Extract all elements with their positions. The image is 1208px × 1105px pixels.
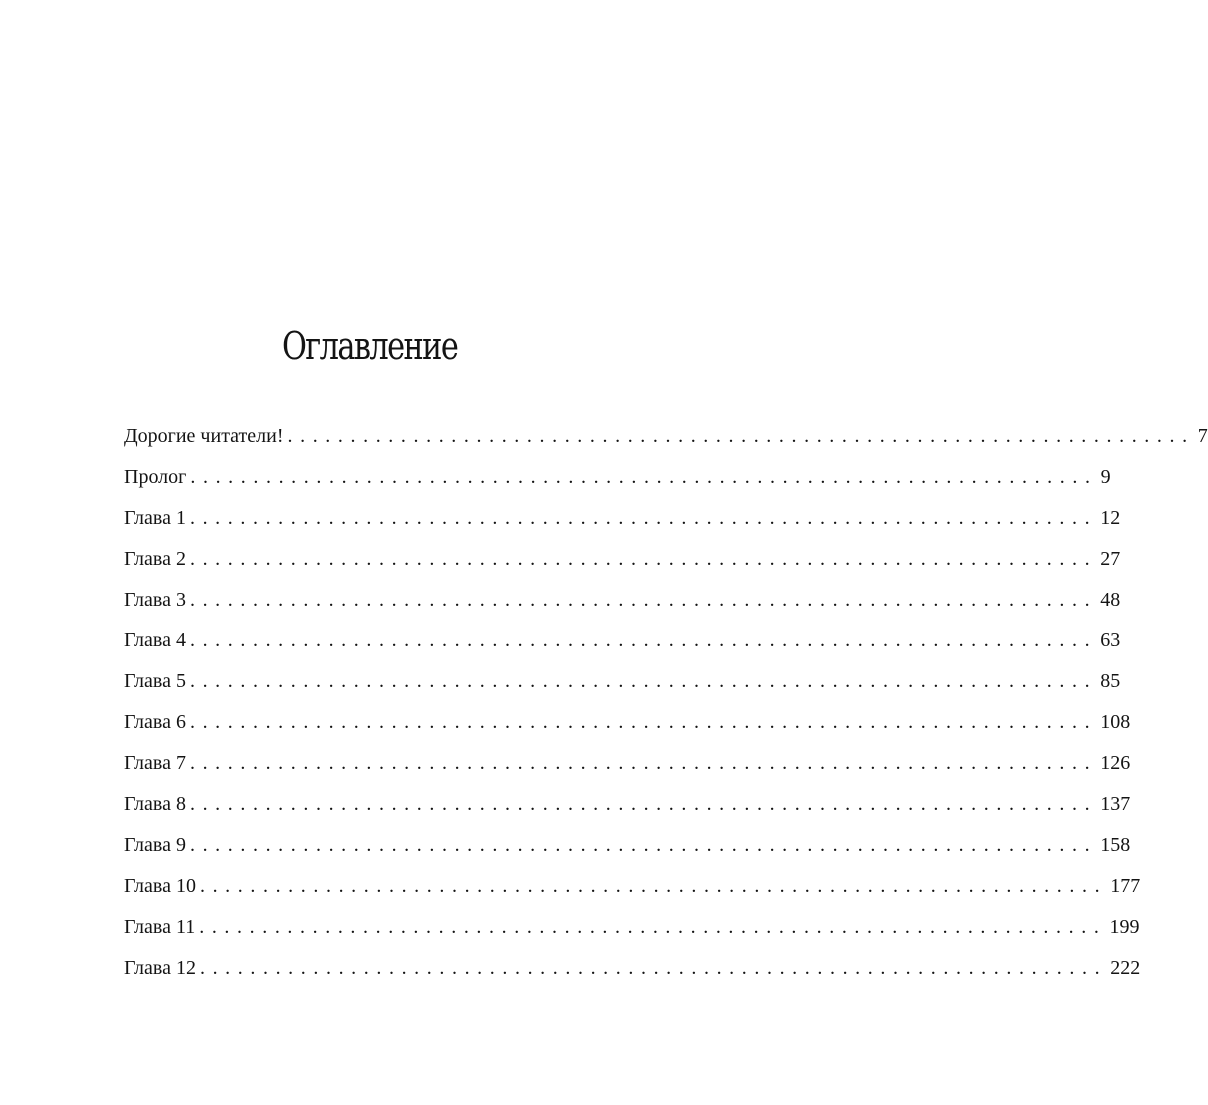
toc-entry-title: Глава 11 xyxy=(124,915,196,938)
toc-entry-title: Глава 9 xyxy=(124,833,186,856)
toc-entry xyxy=(124,668,1121,709)
toc-entry xyxy=(124,750,1131,791)
toc-entry xyxy=(124,423,1208,464)
page-title: Оглавление xyxy=(281,324,458,368)
toc-entry-title: Глава 1 xyxy=(124,506,186,529)
toc-entry xyxy=(124,709,1131,750)
dot-leader: ........................................................................ xyxy=(189,588,1098,611)
toc-page-number: 108 xyxy=(1100,711,1131,734)
toc-entry-title: Глава 3 xyxy=(124,588,186,611)
toc-entry-title: Дорогие читатели! xyxy=(124,425,284,447)
toc-entry-title: Глава 12 xyxy=(124,956,196,979)
toc-page-number: 222 xyxy=(1110,956,1141,979)
dot-leader: ........................................................................ xyxy=(199,956,1108,979)
toc-page-number: 158 xyxy=(1100,833,1131,856)
toc-entry xyxy=(124,873,1141,914)
dot-leader: ........................................................................ xyxy=(190,465,1098,488)
toc-page-number: 27 xyxy=(1100,547,1121,570)
toc-entry-title: Глава 7 xyxy=(124,752,186,775)
toc-entry-title: Глава 4 xyxy=(124,629,186,652)
toc-entry-title: Пролог xyxy=(124,465,187,488)
toc-entry xyxy=(124,587,1121,628)
dot-leader: ........................................................................ xyxy=(199,915,1107,938)
toc-entry-title: Глава 10 xyxy=(124,874,196,897)
toc-entry-title: Глава 6 xyxy=(124,711,186,734)
toc-page-number: 48 xyxy=(1100,588,1121,611)
toc-page-number: 12 xyxy=(1100,506,1121,529)
toc-entry xyxy=(124,546,1121,587)
dot-leader: ........................................................................ xyxy=(189,793,1098,816)
toc-page-number: 9 xyxy=(1100,465,1111,488)
table-of-contents xyxy=(124,423,1208,995)
dot-leader: ........................................................................ xyxy=(189,833,1098,856)
toc-entry xyxy=(124,505,1121,546)
dot-leader: ........................................................................ xyxy=(189,547,1098,570)
toc-entry xyxy=(124,791,1131,832)
toc-page-number: 177 xyxy=(1110,874,1141,897)
toc-entry xyxy=(124,464,1111,505)
dot-leader: ........................................................................ xyxy=(199,874,1108,897)
dot-leader: ........................................................................ xyxy=(189,506,1098,529)
dot-leader: ........................................................................ xyxy=(189,629,1098,652)
toc-page-number: 7 xyxy=(1197,425,1208,447)
toc-page-number: 85 xyxy=(1100,670,1121,693)
toc-entry-title: Глава 2 xyxy=(124,547,186,570)
toc-page-number: 137 xyxy=(1100,793,1131,816)
toc-entry xyxy=(124,832,1131,873)
toc-entry xyxy=(124,914,1140,955)
toc-entry xyxy=(124,627,1121,668)
dot-leader: ........................................................................ xyxy=(189,670,1098,693)
toc-entry xyxy=(124,955,1141,996)
toc-page-number: 126 xyxy=(1100,752,1131,775)
dot-leader: ........................................................................ xyxy=(189,711,1098,734)
toc-page-number: 199 xyxy=(1109,915,1140,938)
dot-leader: ........................................................................ xyxy=(287,425,1195,447)
dot-leader: ........................................................................ xyxy=(189,752,1098,775)
toc-page-number: 63 xyxy=(1100,629,1121,652)
toc-entry-title: Глава 8 xyxy=(124,793,186,816)
toc-entry-title: Глава 5 xyxy=(124,670,186,693)
